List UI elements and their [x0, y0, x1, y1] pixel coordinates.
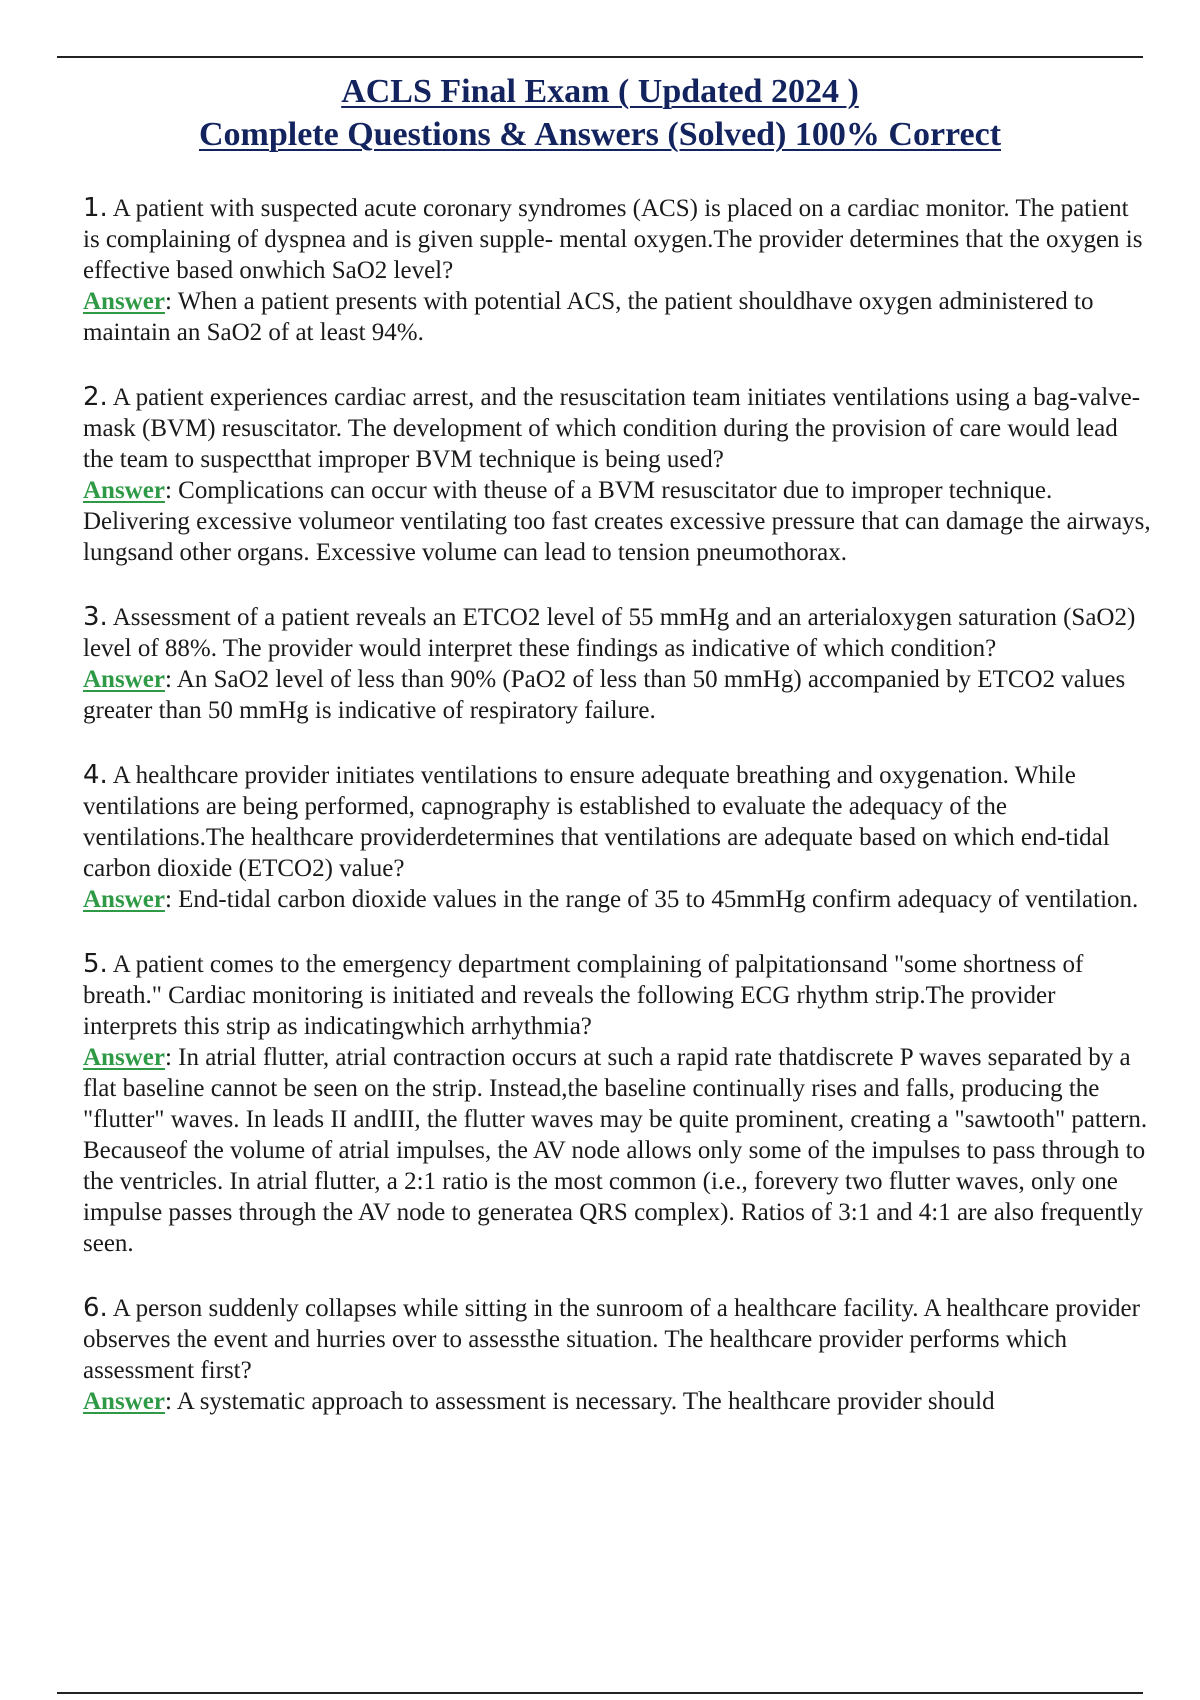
question-number: 2. [83, 382, 108, 412]
question-text: A healthcare provider initiates ventilations to ensure adequate breathing and oxygenation. While ventilations are being performed, capnography is established to evaluate the adequacy of the ventilations.The healthcare providerdetermines that ventilations are adequate based on which end-tidal carbon dioxide (ETCO2) value? [83, 762, 1110, 882]
answer-label: Answer [83, 1044, 165, 1071]
question-number: 4. [83, 760, 108, 790]
question-text: Assessment of a patient reveals an ETCO2 level of 55 mmHg and an arterialoxygen saturation (SaO2) level of 88%. The provider would interpret these findings as indicative of which condition? [83, 604, 1136, 662]
question-number: 3. [83, 602, 108, 632]
question-item: 1. A patient with suspected acute coronary syndromes (ACS) is placed on a cardiac monitor. The patient is complaining of dyspnea and is given supple- mental oxygen.The provider determines that the oxygen is effective based onwhich SaO2 level? Answer: When a patient presents with potential ACS, the patient shouldhave oxygen administered to maintain an SaO2 of at least 94%. [83, 193, 1143, 346]
answer-label: Answer [83, 666, 165, 693]
answer-label: Answer [83, 288, 165, 315]
question-number: 1. [83, 193, 108, 223]
question-item: 4. A healthcare provider initiates ventilations to ensure adequate breathing and oxygenation. While ventilations are being performed, capnography is established to evaluate the adequacy of the ventilations.The healthcare providerdetermines that ventilations are adequate based on which end-tidal carbon dioxide (ETCO2) value? Answer: End-tidal carbon dioxide values in the range of 35 to 45mmHg confirm adequacy of ventilation. [83, 760, 1139, 913]
question-text: A patient with suspected acute coronary syndromes (ACS) is placed on a cardiac monitor. The patient is complaining of dyspnea and is given supple- mental oxygen.The provider determines that the oxygen is effective based onwhich SaO2 level? [83, 195, 1143, 284]
top-rule [57, 56, 1143, 58]
answer-label: Answer [83, 1388, 165, 1415]
title-line-1: ACLS Final Exam ( Updated 2024 ) [341, 73, 859, 110]
answer-text: When a patient presents with potential ACS, the patient shouldhave oxygen administered to maintain an SaO2 of at least 94%. [83, 288, 1094, 346]
answer-label: Answer [83, 477, 165, 504]
question-item: 6. A person suddenly collapses while sitting in the sunroom of a healthcare facility. A healthcare provider observes the event and hurries over to assessthe situation. The healthcare provider performs which assessment first? Answer: A systematic approach to assessment is necessary. The healthcare provider should [83, 1293, 1140, 1415]
question-number: 5. [83, 949, 108, 979]
answer-text: End-tidal carbon dioxide values in the range of 35 to 45mmHg confirm adequacy of ventilation. [178, 886, 1139, 913]
answer-label: Answer [83, 886, 165, 913]
bottom-rule [57, 1692, 1143, 1694]
question-text: A patient comes to the emergency department complaining of palpitationsand "some shortness of breath." Cardiac monitoring is initiated and reveals the following ECG rhythm strip.The provider interprets this strip as indicatingwhich arrhythmia? [83, 951, 1084, 1040]
answer-text: An SaO2 level of less than 90% (PaO2 of less than 50 mmHg) accompanied by ETCO2 values greater than 50 mmHg is indicative of respiratory failure. [83, 666, 1126, 724]
question-item: 2. A patient experiences cardiac arrest, and the resuscitation team initiates ventilations using a bag-valve-mask (BVM) resuscitator. The development of which condition during the provision of care would lead the team to suspectthat improper BVM technique is being used? Answer: Complications can occur with theuse of a BVM resuscitator due to improper technique. Delivering excessive volumeor ventilating too fast creates excessive pressure that can damage the airways, lungsand other organs. Excessive volume can lead to tension pneumothorax. [83, 382, 1151, 566]
question-text: A patient experiences cardiac arrest, and the resuscitation team initiates ventilations using a bag-valve-mask (BVM) resuscitator. The development of which condition during the provision of care would lead the team to suspectthat improper BVM technique is being used? [83, 384, 1141, 473]
question-text: A person suddenly collapses while sitting in the sunroom of a healthcare facility. A healthcare provider observes the event and hurries over to assessthe situation. The healthcare provider performs which assessment first? [83, 1295, 1140, 1384]
question-item: 3. Assessment of a patient reveals an ETCO2 level of 55 mmHg and an arterialoxygen saturation (SaO2) level of 88%. The provider would interpret these findings as indicative of which condition? Answer: An SaO2 level of less than 90% (PaO2 of less than 50 mmHg) accompanied by ETCO2 values greater than 50 mmHg is indicative of respiratory failure. [83, 602, 1136, 724]
answer-text: A systematic approach to assessment is necessary. The healthcare provider should [176, 1388, 995, 1415]
question-list [83, 193, 1151, 1451]
answer-text: Complications can occur with theuse of a BVM resuscitator due to improper technique. Delivering excessive volumeor ventilating too fast creates excessive pressure that can damage the airways, lungsand other organs. Excessive volume can lead to tension pneumothorax. [83, 477, 1151, 566]
title-line-2: Complete Questions & Answers (Solved) 100% Correct [198, 116, 1002, 153]
question-number: 6. [83, 1293, 108, 1323]
answer-text: In atrial flutter, atrial contraction occurs at such a rapid rate thatdiscrete P waves separated by a flat baseline cannot be seen on the strip. Instead,the baseline continually rises and falls, producing the "flutter" waves. In leads II andIII, the flutter waves may be quite prominent, creating a "sawtooth" pattern. Becauseof the volume of atrial impulses, the AV node allows only some of the impulses to pass through to the ventricles. In atrial flutter, a 2:1 ratio is the most common (i.e., forevery two flutter waves, only one impulse passes through the AV node to generatea QRS complex). Ratios of 3:1 and 4:1 are also frequently seen. [83, 1044, 1148, 1257]
document-title [57, 70, 1143, 156]
question-item: 5. A patient comes to the emergency department complaining of palpitationsand "some shortness of breath." Cardiac monitoring is initiated and reveals the following ECG rhythm strip.The provider interprets this strip as indicatingwhich arrhythmia? Answer: In atrial flutter, atrial contraction occurs at such a rapid rate thatdiscrete P waves separated by a flat baseline cannot be seen on the strip. Instead,the baseline continually rises and falls, producing the "flutter" waves. In leads II andIII, the flutter waves may be quite prominent, creating a "sawtooth" pattern. Becauseof the volume of atrial impulses, the AV node allows only some of the impulses to pass through to the ventricles. In atrial flutter, a 2:1 ratio is the most common (i.e., forevery two flutter waves, only one impulse passes through the AV node to generatea QRS complex). Ratios of 3:1 and 4:1 are also frequently seen. [83, 949, 1148, 1257]
